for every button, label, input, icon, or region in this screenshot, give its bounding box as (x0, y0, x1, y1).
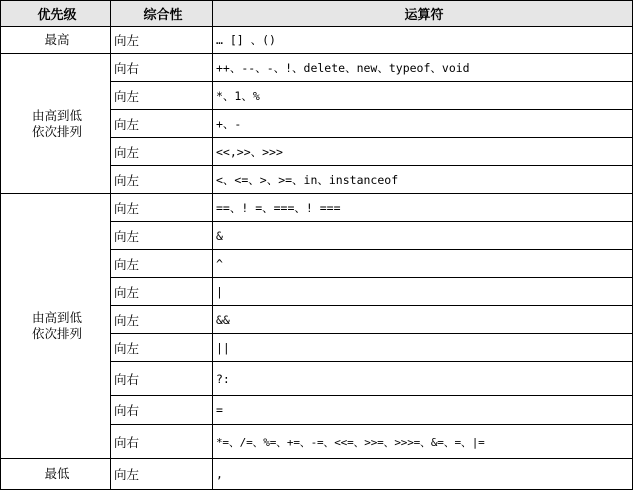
associativity-cell: 向右 (111, 425, 213, 459)
header-precedence: 优先级 (1, 1, 111, 27)
table-row (1, 194, 633, 222)
header-row (1, 1, 633, 27)
precedence-cell-lowest: 最低 (1, 459, 111, 490)
header-associativity: 综合性 (111, 1, 213, 27)
associativity-cell: 向右 (111, 54, 213, 82)
associativity-cell: 向右 (111, 362, 213, 396)
operators-cell: ^ (213, 250, 633, 278)
precedence-cell-group-1: 由高到低 依次排列 (1, 54, 111, 194)
associativity-cell: 向左 (111, 222, 213, 250)
operators-cell: ?: (213, 362, 633, 396)
associativity-cell: 向左 (111, 334, 213, 362)
operators-cell: ==、! =、===、! === (213, 194, 633, 222)
operators-cell: ++、--、-、!、delete、new、typeof、void (213, 54, 633, 82)
operators-cell: <<,>>、>>> (213, 138, 633, 166)
associativity-cell: 向左 (111, 166, 213, 194)
precedence-cell-highest: 最高 (1, 27, 111, 54)
associativity-cell: 向左 (111, 194, 213, 222)
associativity-cell: 向左 (111, 306, 213, 334)
table-row (1, 459, 633, 490)
associativity-cell: 向左 (111, 250, 213, 278)
associativity-cell: 向左 (111, 459, 213, 490)
associativity-cell: 向左 (111, 82, 213, 110)
precedence-cell-group-2: 由高到低 依次排列 (1, 194, 111, 459)
associativity-cell: 向右 (111, 396, 213, 425)
associativity-cell: 向左 (111, 278, 213, 306)
operators-cell: = (213, 396, 633, 425)
operators-cell: & (213, 222, 633, 250)
associativity-cell: 向左 (111, 110, 213, 138)
operators-cell: | (213, 278, 633, 306)
associativity-cell: 向左 (111, 138, 213, 166)
operators-cell: <、<=、>、>=、in、instanceof (213, 166, 633, 194)
operators-cell: *=、/=、%=、+=、-=、<<=、>>=、>>>=、&=、=、|= (213, 425, 633, 459)
header-operators: 运算符 (213, 1, 633, 27)
table-row (1, 54, 633, 82)
operators-cell: +、- (213, 110, 633, 138)
associativity-cell: 向左 (111, 27, 213, 54)
operators-cell: || (213, 334, 633, 362)
operators-cell: *、1、% (213, 82, 633, 110)
table-row (1, 27, 633, 54)
operators-cell: , (213, 459, 633, 490)
operators-cell: … [] 、() (213, 27, 633, 54)
operators-cell: && (213, 306, 633, 334)
